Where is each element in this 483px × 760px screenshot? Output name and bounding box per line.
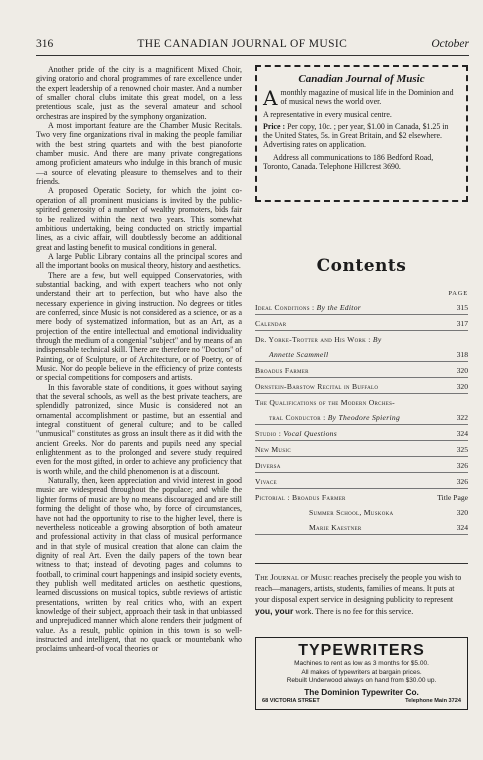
toc-entry: [255, 441, 468, 457]
typewriter-line: Rebuilt Underwood always on hand from $30.00 up.: [286, 677, 437, 685]
toc-entry-title: [255, 413, 444, 422]
toc-entry: [255, 394, 468, 409]
toc-entry-title: [255, 477, 444, 486]
page-column-label: PAGE: [448, 290, 468, 297]
toc-entry-title: [255, 382, 444, 391]
toc-entry-title: [255, 461, 444, 470]
toc-entry-page: 325: [456, 445, 468, 454]
toc-entry: [255, 519, 468, 535]
notice-text: reaches precisely the people you wish to reach—managers, artists, students, families of means. It puts at your disposal expert service in designing publicity to represent: [255, 573, 462, 605]
notice-lead: The Journal of Music: [255, 572, 332, 582]
toc-entry-page: 324: [456, 523, 468, 532]
price-label: Price :: [263, 121, 286, 131]
toc-entry-label: tral Conductor :: [269, 413, 326, 422]
toc-entry-label: Ideal Conditions :: [255, 303, 315, 312]
toc-entry-label: Dr. Yorke-Trotter and His Work :: [255, 335, 371, 344]
advertising-notice: [255, 563, 468, 617]
toc-entry: [255, 425, 468, 441]
toc-entry-title: [255, 350, 444, 359]
toc-entry-title: [255, 319, 444, 328]
toc-entry: [255, 331, 468, 346]
toc-entry-title: [255, 508, 444, 517]
toc-entry-label: Summer School, Muskoka: [309, 508, 394, 517]
toc-entry-page: 317: [456, 319, 468, 328]
toc-entry-author: Annette Scammell: [269, 350, 329, 359]
page-number: 316: [36, 38, 54, 50]
toc-entry: [255, 315, 468, 331]
article-column: [36, 65, 242, 654]
ad-intro: monthly magazine of musical life in the Dominion and of musical news the world over.: [280, 88, 454, 107]
toc-entry-label: The Qualifications of the Modern Orches-: [255, 398, 395, 407]
toc-entry-author: By the Editor: [316, 303, 362, 312]
toc-entry-page: 322: [456, 413, 468, 422]
toc-entry-title: [255, 303, 444, 312]
typewriter-ad: [255, 637, 468, 710]
toc-entry-label: Vivace: [255, 477, 277, 486]
notice-emphasis: you, your: [255, 605, 294, 616]
page-header: [36, 38, 469, 52]
toc-entry-title: [255, 523, 444, 532]
sidebar-column: [255, 65, 468, 710]
toc-entry-page: 326: [456, 477, 468, 486]
toc-entry-label: Broadus Farmer: [255, 366, 309, 375]
toc-entry: [255, 346, 468, 362]
toc-entry-label: Diversa: [255, 461, 281, 470]
toc-entry-page: 320: [456, 366, 468, 375]
toc-entry-title: [255, 429, 444, 438]
telephone: Telephone Main 3724: [405, 697, 461, 704]
ad-title: Canadian Journal of Music: [298, 73, 425, 85]
article-paragraph: A most important feature are the Chamber Music Recitals. Two very fine organizations rival in making the people familiar with the best string quartets and with the best pianoforte chamber music. And there are many private congregations among proficient amateurs who indulge in this branch of music—a source of elevating pleasure to themselves and to their friends.: [36, 121, 242, 187]
toc-entry: [255, 504, 468, 519]
toc-entry-page: 315: [456, 303, 468, 312]
toc-entry: [255, 409, 468, 425]
toc-entry: [255, 473, 468, 489]
toc-entry: [255, 457, 468, 473]
toc-entry-title: [255, 366, 444, 375]
toc-entry-label: Marie Kaestner: [309, 523, 362, 532]
contents-title: Contents: [316, 256, 407, 276]
price-text: Per copy, 10c. ; per year, $1.00 in Canada, $1.25 in the United States, 5s. in Great Britain, and $2 elsewhere. Advertising rates on application.: [263, 121, 449, 150]
toc-entry-title: [255, 493, 433, 502]
toc-entry: [255, 378, 468, 394]
ad-representative: A representative in every musical centre.: [263, 109, 392, 119]
toc-entry-page: 324: [456, 429, 468, 438]
toc-entry-title: [255, 445, 444, 454]
toc-entry-label: Pictorial : Broadus Farmer: [255, 493, 346, 502]
header-rule: [36, 55, 469, 56]
article-paragraph: A large Public Library contains all the principal scores and all the important books on musical theory, history and aesthetics.: [36, 251, 242, 271]
toc-entry: [255, 362, 468, 378]
typewriter-heading: TYPEWRITERS: [298, 641, 425, 659]
toc-entry-page: 320: [456, 508, 468, 517]
typewriter-company: The Dominion Typewriter Co.: [304, 686, 419, 697]
toc-entry: [255, 299, 468, 315]
toc-entry-title: [255, 335, 444, 344]
toc-entry: [255, 489, 468, 504]
toc-entry-title: [255, 398, 444, 407]
toc-entry-author: Vocal Questions: [283, 429, 338, 438]
article-paragraph: In this favorable state of conditions, it goes without saying that the several schools, as well as the best private teachers, are splendidly patronized, since Music is considered not an ornamental accomplishment or pastime, but an essential and integral constituent of general culture; and to be called "unmusical" constitutes as gross an insult there as it did with the ancient Greeks. Nor do parents and pupils need any special enlightenment as to the prolonged and severe study required even for the most gifted, in order to achieve any proficiency that is worth while, and the child phenomenon is at a discount.: [36, 382, 242, 476]
toc-entry-page: 326: [456, 461, 468, 470]
journal-title: THE CANADIAN JOURNAL OF MUSIC: [137, 38, 348, 50]
ad-address: Address all communications to 186 Bedford Road, Toronto, Canada. Telephone Hillcrest 3690.: [263, 152, 434, 172]
toc-entry-label: Ornstein-Barstow Recital in Buffalo: [255, 382, 379, 391]
toc-entry-label: New Music: [255, 445, 291, 454]
notice-tail: work. There is no fee for this service.: [295, 606, 414, 616]
article-paragraph: There are a few, but well equipped Conservatories, with substantial backing, and with expert teachers who not only understand their art to perfection, but who have also the necessary experience in giving instruction. No degrees or titles are conferred, since Music is not considered as a science, or as a mere body of systematized information, but as an Art, as a projection of the entire intellectual and emotional individuality through the medium of a congenial "subject" and by means of an indispensable technical skill. There are therefore no "Doctors" of Painting, or of Sculpture, or of Architecture, or of Poetry, or of Music. Nor do people believe in the efficiency of prize contests or special competitions for composers and artists.: [36, 270, 242, 383]
article-paragraph: Naturally, then, keen appreciation and vivid interest in good music are widespread throughout the populace; and while the lighter forms of music are by no means discouraged and are still forming the delight of those who, by force of circumstances, have not had the opportunity to rise to the higher level, there is nevertheless noticeable a growing absorption of both amateur and professional activity in that class of musical performance and in that style of musical creation that alone can claim the dignity of real Art. Even the daily papers of the town bear witness to that; instead of devoting pages and columns to football, to criminal court happenings and insipid society events, they publish well meditated articles on aesthetic questions, learned discussions on musical topics, subtle reviews of artistic presentations, written by real critics who, with an expert knowledge of their subject, approach their task in that unbiassed and unprejudiced manner which alone renders their judgment of value. As a result, public opinion in this town is so well-instructed and intelligent, that no quack or mountebank who proclaims unheard-of vocal theories or: [36, 476, 242, 654]
article-paragraph: Another pride of the city is a magnificent Mixed Choir, giving oratorio and choral programmes of rare excellence under the expert leadership of a renowned choir master. And a number of smaller choral clubs imitate this great model, on a less pretentious scale, just as the several amateur and school orchestras are inspired by the symphony organization.: [36, 65, 242, 121]
drop-cap: A: [263, 86, 278, 110]
toc-entry-author: By Theodore Spiering: [327, 413, 401, 422]
ad-text: [263, 88, 460, 171]
typewriter-address: [262, 698, 461, 704]
typewriter-line: All makes of typewriters at bargain prices.: [301, 668, 422, 676]
toc-entry-page: Title Page: [437, 493, 468, 502]
street-address: 68 VICTORIA STREET: [262, 697, 320, 704]
subscription-ad-box: [255, 65, 468, 202]
toc-entry-page: 318: [456, 350, 468, 359]
table-of-contents: [255, 299, 468, 535]
toc-entry-page: 320: [456, 382, 468, 391]
issue-month: October: [431, 38, 469, 50]
toc-entry-label: Studio :: [255, 429, 282, 438]
typewriter-line: Machines to rent as low as 3 months for $5.00.: [294, 659, 429, 667]
toc-entry-label: Calendar: [255, 319, 287, 328]
toc-entry-author: By: [372, 335, 382, 344]
article-paragraph: A proposed Operatic Society, for which the joint co-operation of all prominent musicians is invited by the public-spirited generosity of a number of wealthy promoters, bids fair to be realized within the next two years. This somewhat ambitious undertaking, being conducted on strictly impartial lines, as a civic affair, will doubtlessly become an additional great and lasting benefit to musical conditions in general.: [36, 186, 242, 252]
